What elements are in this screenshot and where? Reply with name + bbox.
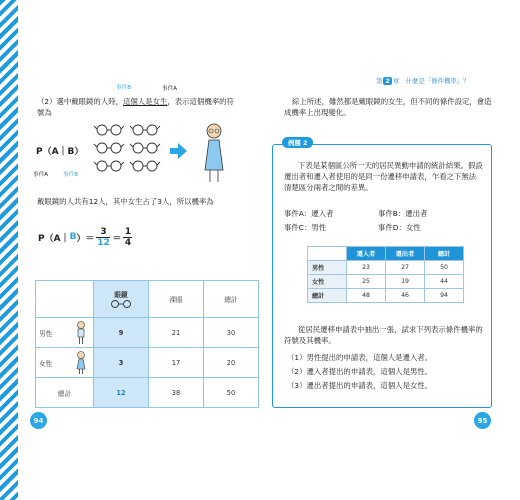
glasses-icon	[130, 143, 160, 153]
table-cell: 30	[204, 318, 259, 348]
intro-text-post: ，表示這個機率的符	[167, 97, 234, 106]
glasses-icon	[108, 299, 134, 308]
event-b-definition: 事件B：遷出者	[378, 209, 428, 218]
intro-text-underlined: 這個人是女生	[123, 97, 168, 106]
table-corner	[308, 247, 347, 261]
question-2: （2）遷入者提出的申請表，這個人是男性。	[287, 367, 433, 376]
chapter-number: 2	[385, 77, 390, 85]
table-row	[308, 289, 464, 303]
fraction-numerator: 3	[100, 226, 107, 237]
question-line2: 符號及其機率。	[284, 336, 336, 345]
header-cell: 總計	[425, 247, 464, 261]
row-label-cell	[36, 348, 94, 378]
question-1: （1）男性提出的申請表，這個人是遷入者。	[287, 353, 433, 362]
page-number-left: 94	[30, 412, 47, 429]
summary-paragraph	[284, 96, 496, 118]
event-c-definition: 事件C：男性	[284, 223, 327, 232]
table-cell: 3	[94, 348, 149, 378]
glasses-icon	[94, 125, 124, 135]
table-cell: 19	[386, 275, 425, 289]
table-cell: 48	[347, 289, 386, 303]
event-d-definition: 事件D：女性	[378, 223, 421, 232]
fraction-numerator: 1	[124, 226, 132, 237]
table-cell: 9	[94, 318, 149, 348]
table-cell: 44	[425, 275, 464, 289]
equation-rparen: ）＝	[76, 233, 95, 244]
formula-event-a-label: 事件A	[33, 172, 49, 178]
header-glasses-label: 眼鏡	[114, 290, 128, 299]
table-cell: 50	[204, 378, 259, 408]
glasses-illustration	[92, 118, 252, 190]
header-cell: 總計	[204, 281, 259, 318]
example-description	[284, 160, 484, 193]
table-cell: 17	[149, 348, 204, 378]
example-line2: 遷出者和遷入者使用的是同一份遷移申請表，乍看之下無法	[284, 172, 477, 181]
header-cell: 遷出者	[386, 247, 425, 261]
table-cell: 12	[94, 378, 149, 408]
table-row	[36, 348, 259, 378]
table-row	[36, 281, 259, 318]
glasses-count-paragraph: 戴眼鏡的人共有12人，其中女生占了3人，所以機率為	[37, 197, 214, 206]
glasses-table	[35, 280, 259, 408]
arrow-right-icon	[170, 143, 187, 159]
row-label-cell: 男性	[308, 261, 347, 275]
table-row	[36, 318, 259, 348]
intro-sentence	[37, 96, 247, 118]
migration-table	[307, 246, 464, 303]
page-edge-stripes	[0, 0, 18, 500]
intro-text-line2: 號為	[37, 108, 52, 117]
event-a-definition: 事件A：遷入者	[284, 209, 334, 218]
fraction-denominator: 12	[97, 237, 110, 248]
equation-equals: ＝	[112, 233, 122, 244]
question-line1: 從居民遷移申請表中抽出一張，試求下列表示條件機率的	[298, 325, 483, 334]
equation-b: B	[69, 232, 77, 242]
page-number-right: 95	[474, 412, 491, 429]
formula-event-b-label: 事件B	[63, 172, 79, 178]
glasses-icon	[130, 125, 160, 135]
table-row	[36, 378, 259, 408]
table-cell: 38	[149, 378, 204, 408]
row-label-cell: 總計	[36, 378, 94, 408]
table-row	[308, 247, 464, 261]
row-label-cell: 總計	[308, 289, 347, 303]
table-cell: 50	[425, 261, 464, 275]
event-a-callout: 事件A	[162, 86, 178, 92]
probability-equation	[38, 224, 134, 250]
header-cell: 裸眼	[149, 281, 204, 318]
glasses-icon	[94, 143, 124, 153]
equation-lhs: P（A｜	[38, 233, 70, 244]
row-label: 女性	[39, 359, 53, 368]
row-label-cell: 女性	[308, 275, 347, 289]
chapter-pre: 第	[376, 77, 383, 85]
man-figure-icon	[75, 320, 87, 345]
question-paragraph	[284, 324, 484, 346]
fraction-denominator: 4	[124, 237, 132, 248]
header-cell: 遷入者	[347, 247, 386, 261]
chapter-header	[376, 76, 470, 85]
example-line3: 清楚區分兩者之間的差異。	[284, 183, 373, 192]
chapter-title: 章 什麼是「條件機率」？	[392, 77, 470, 85]
intro-text-pre: （2）選中戴眼鏡的人時，	[37, 97, 124, 106]
table-corner	[36, 281, 94, 318]
example-tag: 例題 2	[282, 137, 313, 148]
table-cell: 21	[149, 318, 204, 348]
formula-symbol: P（A｜B）	[36, 147, 84, 157]
woman-figure-icon	[75, 350, 87, 375]
row-label-cell	[36, 318, 94, 348]
table-row	[308, 275, 464, 289]
table-row	[308, 261, 464, 275]
example-line1: 下表是某個區公所一天的居民異動申請的統計結果。假設	[298, 161, 483, 170]
table-cell: 20	[204, 348, 259, 378]
fraction-1-4	[123, 227, 132, 248]
table-cell: 94	[425, 289, 464, 303]
row-label: 男性	[39, 329, 53, 338]
table-cell: 27	[386, 261, 425, 275]
table-cell: 23	[347, 261, 386, 275]
woman-figure-icon	[205, 124, 223, 182]
header-cell	[94, 281, 149, 318]
glasses-icon	[130, 161, 160, 171]
glasses-icon	[94, 161, 124, 171]
event-b-callout: 事件B	[116, 85, 132, 91]
summary-line2: 成機率上出現變化。	[284, 108, 351, 117]
table-cell: 46	[386, 289, 425, 303]
table-cell: 25	[347, 275, 386, 289]
summary-line1: 綜上所述，雖然都是戴眼鏡的女生，但不同的條件設定，會造	[292, 97, 492, 106]
question-3: （3）遷出者提出的申請表，這個人是女性。	[287, 381, 433, 390]
fraction-3-12	[96, 227, 110, 248]
